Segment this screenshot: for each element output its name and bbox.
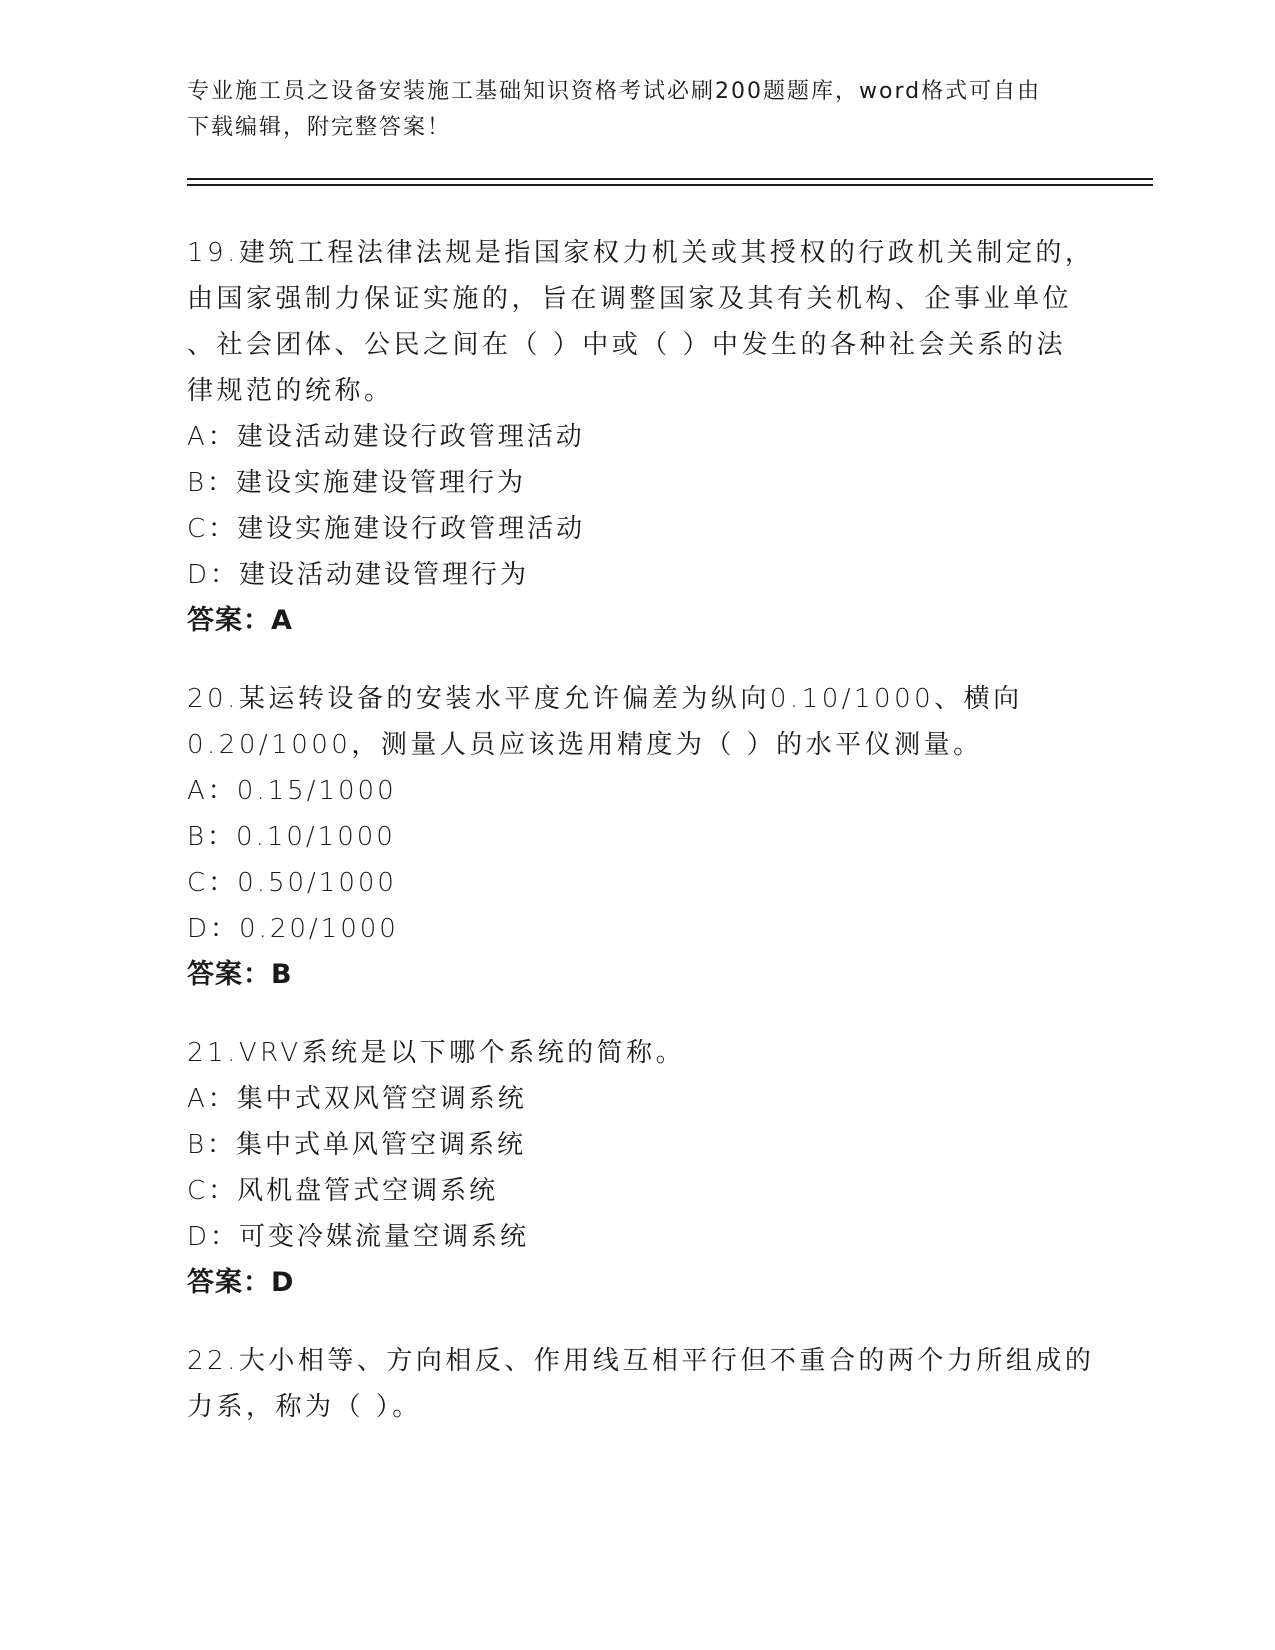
option-text: A：建设活动建设行政管理活动 [187, 422, 585, 452]
stem-line: 21.VRV系统是以下哪个系统的简称。 [187, 1038, 686, 1068]
answer-label: 答案：B [187, 959, 293, 990]
stem-line: 22.大小相等、方向相反、作用线互相平行但不重合的两个力所组成的 [187, 1346, 1095, 1376]
option-text: A：集中式双风管空调系统 [187, 1084, 527, 1114]
option-text: D：0.20/1000 [187, 914, 399, 944]
option-text: D：可变冷媒流量空调系统 [187, 1222, 530, 1252]
question-19 [187, 230, 1095, 644]
option-c [187, 506, 1087, 552]
question-list [187, 230, 1095, 1462]
answer-label: 答案：A [187, 605, 293, 636]
option-a [187, 414, 1087, 460]
header-divider [187, 184, 1153, 186]
question-stem [187, 1338, 1095, 1430]
answer-label: 答案：D [187, 1267, 295, 1298]
option-text: C：风机盘管式空调系统 [187, 1176, 499, 1206]
stem-line: 19.建筑工程法律法规是指国家权力机关或其授权的行政机关制定的， [187, 238, 1095, 268]
stem-line: 力系，称为（ ）。 [187, 1392, 422, 1422]
question-stem [187, 1030, 1087, 1076]
option-text: B：集中式单风管空调系统 [187, 1130, 527, 1160]
question-stem [187, 676, 1087, 768]
header-line: 专业施工员之设备安装施工基础知识资格考试必刷200题题库，word格式可自由 [187, 79, 1042, 104]
stem-line: 0.20/1000，测量人员应该选用精度为（ ）的水平仪测量。 [187, 730, 983, 760]
option-b [187, 814, 1087, 860]
option-text: C：建设实施建设行政管理活动 [187, 514, 586, 544]
option-c [187, 860, 1087, 906]
option-d [187, 906, 1087, 952]
option-text: B：建设实施建设管理行为 [187, 468, 527, 498]
option-text: D：建设活动建设管理行为 [187, 560, 530, 590]
option-b [187, 460, 1087, 506]
question-22 [187, 1338, 1095, 1430]
option-a [187, 768, 1087, 814]
question-stem [187, 230, 1095, 414]
option-a [187, 1076, 1087, 1122]
header-divider [187, 178, 1153, 180]
question-21 [187, 1030, 1087, 1306]
option-text: B：0.10/1000 [187, 822, 396, 852]
stem-line: 20.某运转设备的安装水平度允许偏差为纵向0.10/1000、横向 [187, 684, 1023, 714]
stem-line: 、社会团体、公民之间在（ ）中或（ ）中发生的各种社会关系的法 [187, 330, 1067, 360]
option-c [187, 1168, 1087, 1214]
option-b [187, 1122, 1087, 1168]
stem-line: 律规范的统称。 [187, 376, 394, 406]
option-d [187, 552, 1087, 598]
stem-line: 由国家强制力保证实施的，旨在调整国家及其有关机构、企事业单位 [187, 284, 1073, 314]
header-line: 下载编辑，附完整答案！ [187, 115, 452, 140]
document-header [187, 74, 1087, 146]
option-text: A：0.15/1000 [187, 776, 397, 806]
option-d [187, 1214, 1087, 1260]
question-20 [187, 676, 1087, 998]
option-text: C：0.50/1000 [187, 868, 397, 898]
